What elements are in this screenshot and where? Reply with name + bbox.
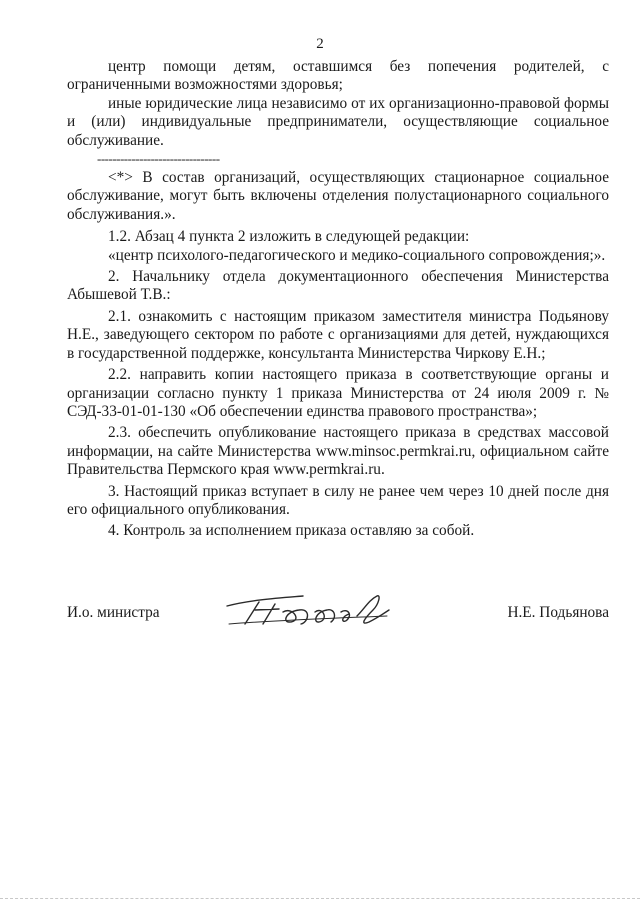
paragraph-3: 3. Настоящий приказ вступает в силу не ранее чем через 10 дней после дня его официального опубликования. — [67, 482, 609, 518]
paragraph-4: 4. Контроль за исполнением приказа оставляю за собой. — [108, 522, 475, 540]
paragraph-1-2: 1.2. Абзац 4 пункта 2 изложить в следующей редакции: — [108, 228, 470, 246]
paragraph-orphan-center: центр помощи детям, оставшимся без попечения родителей, с ограниченными возможностями здоровья; — [67, 58, 609, 94]
scan-edge-dashes — [0, 896, 640, 899]
paragraph-1-2-text: «центр психолого-педагогического и медико-социального сопровождения;». — [108, 246, 606, 264]
paragraph-2-1: 2.1. ознакомить с настоящим приказом заместителя министра Подьянову Н.Е., заведующего сектором по работе с организациями для детей, нуждающихся в государственной поддержке, консультанта Министерства Чиркову Е.Н.; — [67, 307, 609, 362]
paragraph-2: 2. Начальнику отдела документационного обеспечения Министерства Абышевой Т.В.: — [67, 268, 609, 304]
paragraph-2-2: 2.2. направить копии настоящего приказа в соответствующие органы и организации согласно пункту 1 приказа Министерства от 24 июля 2009 г. № СЭД-33-01-01-130 «Об обеспечении единства правового пространства»; — [67, 366, 609, 420]
footnote-text: <*> В состав организаций, осуществляющих стационарное социальное обслуживание, могут быть включены отделения полустационарного социального обслуживания.». — [67, 169, 609, 223]
signatory-name: Н.Е. Подьянова — [507, 604, 609, 621]
signatory-position: И.о. министра — [67, 604, 160, 621]
footnote-separator: -------------------------------- — [97, 151, 220, 167]
paragraph-2-3: 2.3. обеспечить опубликование настоящего приказа в средствах массовой информации, на сайте Министерства www.minsoc.permkrai.ru, официальном сайте Правительства Пермского края www.permkrai.ru. — [67, 424, 609, 479]
paragraph-other-entities: иные юридические лица независимо от их организационно-правовой формы и (или) индивидуальные предприниматели, осуществляющие социальное обслуживание. — [67, 94, 609, 149]
signature-block — [67, 600, 609, 630]
document-body — [67, 58, 609, 541]
handwritten-signature — [219, 582, 399, 634]
page-number: 2 — [316, 36, 324, 52]
